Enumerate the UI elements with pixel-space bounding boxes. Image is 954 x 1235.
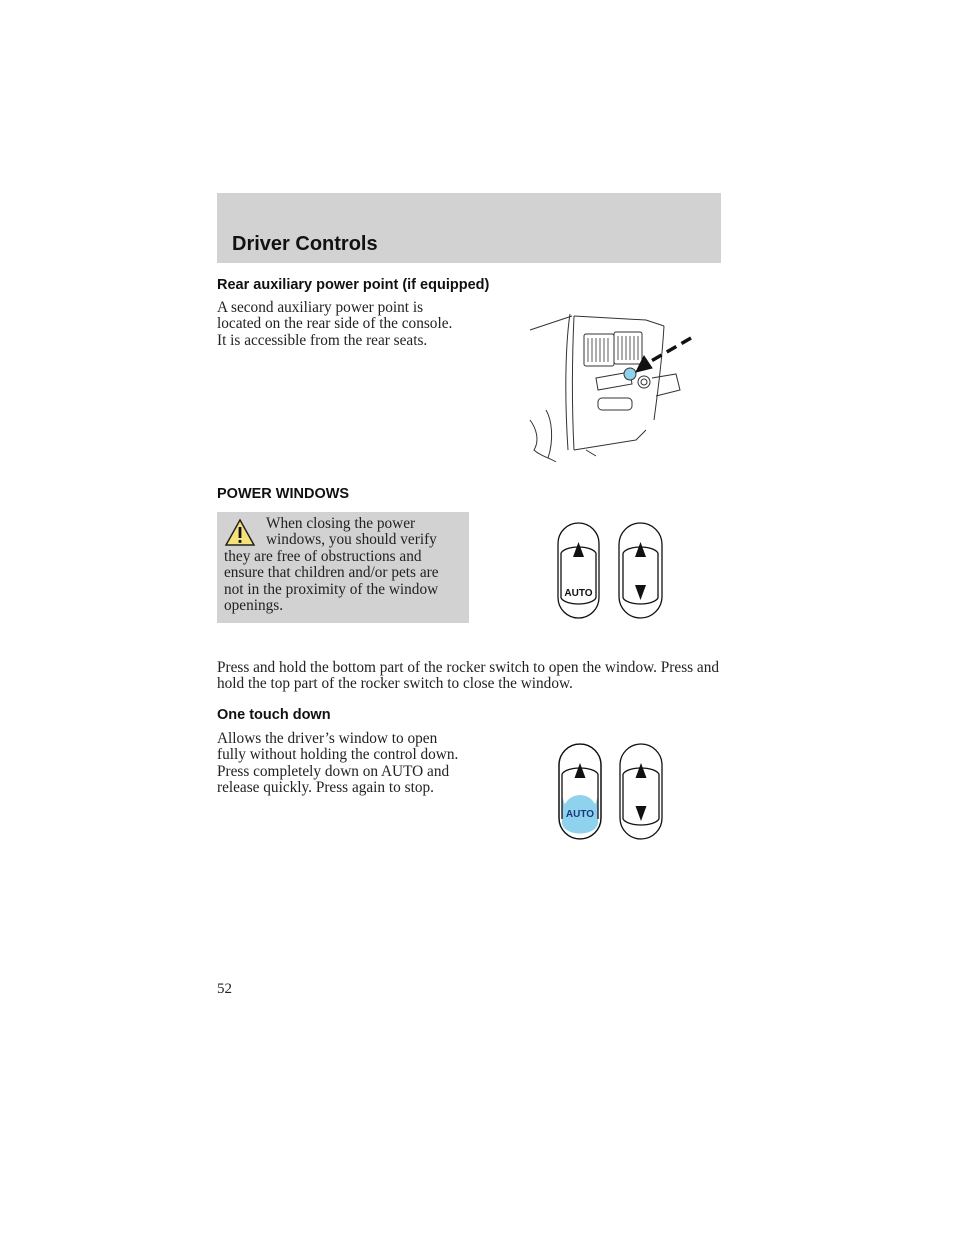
one-touch-switch-illustration bbox=[556, 741, 666, 843]
arrow-up-icon bbox=[573, 542, 584, 557]
power-windows-heading: POWER WINDOWS bbox=[217, 486, 350, 502]
section-header-band bbox=[217, 193, 721, 263]
arrow-up-icon bbox=[635, 542, 646, 557]
warning-text-container bbox=[224, 516, 460, 614]
passenger-switch bbox=[619, 523, 662, 618]
auto-label: AUTO bbox=[564, 588, 593, 599]
auto-switch bbox=[558, 523, 599, 618]
power-windows-instructions: Press and hold the bottom part of the rocker switch to open the window. Press and hold the top part of the rocker switch to close the window. bbox=[217, 659, 720, 693]
window-switch-illustration bbox=[552, 520, 664, 622]
console-power-point-illustration bbox=[526, 300, 696, 462]
passenger-switch bbox=[620, 744, 662, 839]
page-number: 52 bbox=[217, 981, 232, 997]
section-title: Driver Controls bbox=[232, 233, 378, 255]
aux-power-text: A second auxiliary power point is located on the rear side of the console. It is accessible from the rear seats. bbox=[217, 299, 453, 349]
arrow-down-icon bbox=[635, 585, 646, 600]
one-touch-heading: One touch down bbox=[217, 707, 331, 723]
auto-label-highlighted: AUTO bbox=[565, 809, 595, 820]
dashed-arrow-icon bbox=[646, 338, 691, 364]
warning-box bbox=[217, 512, 469, 623]
one-touch-text: Allows the driver’s window to open fully without holding the control down. Press completely down on AUTO and release quickly. Press again to stop. bbox=[217, 730, 459, 797]
warning-text: When closing the power windows, you should verify they are free of obstructions and ensure that children and/or pets are not in the proximity of the window openings. bbox=[224, 515, 439, 615]
arrow-up-icon bbox=[636, 763, 647, 778]
arrow-down-icon bbox=[636, 806, 647, 821]
aux-power-heading: Rear auxiliary power point (if equipped) bbox=[217, 277, 490, 293]
